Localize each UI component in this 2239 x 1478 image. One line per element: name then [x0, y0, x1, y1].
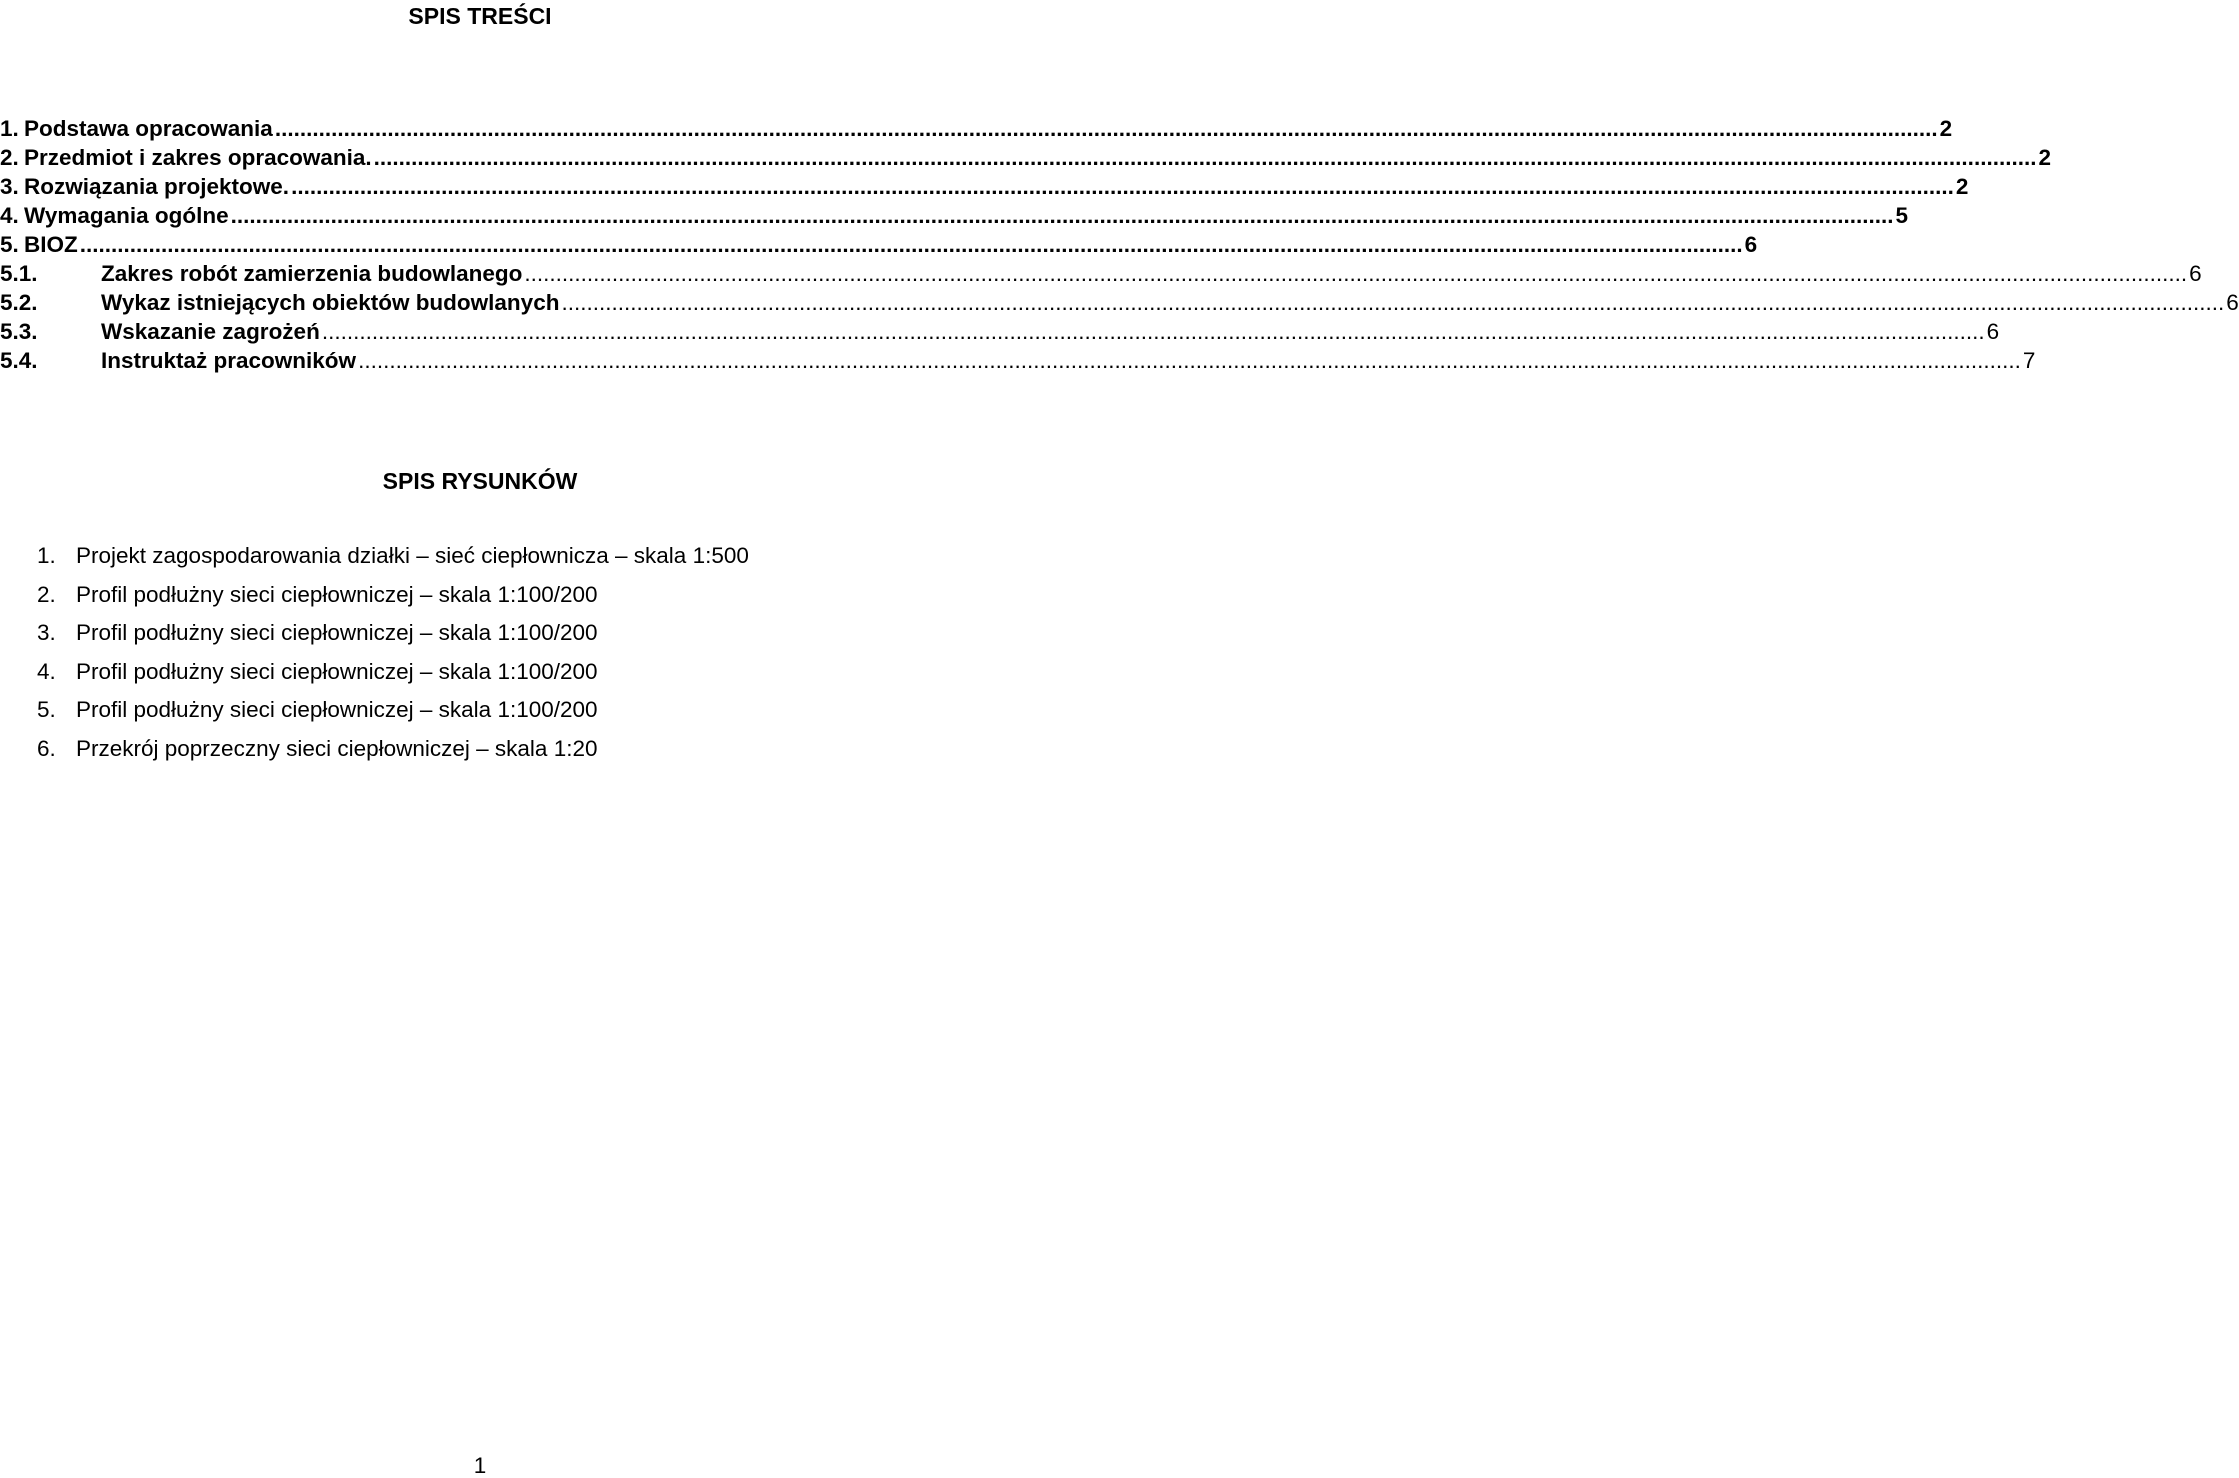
dot-leader: [231, 201, 1894, 230]
toc-subentry[interactable]: [0, 288, 2239, 317]
figure-item: [37, 657, 749, 696]
figure-number: 3.: [37, 620, 56, 645]
toc-entry-label: Instruktaż pracowników: [101, 348, 357, 373]
figure-item: [37, 541, 749, 580]
toc-entry-page: 6: [2226, 290, 2239, 315]
toc-entry-label: Podstawa opracowania: [24, 116, 273, 141]
toc-entry-label: BIOZ: [24, 232, 78, 257]
figure-item: [37, 618, 749, 657]
toc-entry-number: 5.4.: [0, 348, 38, 373]
figure-item: [37, 734, 749, 773]
dot-leader: [561, 288, 2224, 317]
toc-entry-number: 1.: [0, 116, 19, 141]
toc-entry-number: 5.3.: [0, 319, 38, 344]
toc-entry[interactable]: [0, 143, 2051, 172]
dot-leader: [358, 346, 2021, 375]
figure-number: 6.: [37, 735, 56, 761]
figures-heading: SPIS RYSUNKÓW: [382, 468, 578, 494]
figure-item: [37, 580, 749, 619]
toc-entry-number: 5.1.: [0, 261, 38, 286]
dot-leader: [291, 172, 1954, 201]
dot-leader: [275, 114, 1938, 143]
toc-entry-page: 6: [1986, 319, 2000, 344]
toc-entry-number: 4.: [0, 203, 19, 228]
toc-entry-page: 2: [2038, 145, 2051, 170]
figure-number: 1.: [37, 543, 56, 568]
toc-entry-number: 5.: [0, 232, 19, 257]
page-number: 1: [473, 1453, 487, 1478]
toc-entry-label: Wymagania ogólne: [24, 203, 229, 228]
dot-leader: [374, 143, 2037, 172]
toc-entry[interactable]: [0, 114, 1953, 143]
toc-subentry[interactable]: [0, 346, 2036, 375]
dot-leader: [524, 259, 2187, 288]
toc-entry-page: 6: [1744, 232, 1758, 257]
figure-item: [37, 695, 749, 734]
toc-entry-number: 3.: [0, 174, 19, 199]
figure-description: Projekt zagospodarowania działki – sieć ciepłownicza – skala 1:500: [76, 543, 749, 568]
toc-entry[interactable]: [0, 201, 1908, 230]
toc-subentry[interactable]: [0, 317, 2000, 346]
toc-entry-label: Wskazanie zagrożeń: [101, 319, 320, 344]
toc-entry[interactable]: [0, 230, 1758, 259]
figure-description: Profil podłużny sieci ciepłowniczej – skala 1:100/200: [76, 697, 598, 722]
toc-entry[interactable]: [0, 172, 1969, 201]
toc-entry-page: 5: [1895, 203, 1908, 228]
table-of-contents: [0, 114, 2239, 375]
figure-number: 5.: [37, 697, 56, 722]
toc-entry-label: Wykaz istniejących obiektów budowlanych: [101, 290, 560, 315]
toc-entry-page: 2: [1955, 174, 1969, 199]
figure-description: Profil podłużny sieci ciepłowniczej – skala 1:100/200: [76, 620, 598, 645]
figure-number: 4.: [37, 658, 56, 684]
toc-entry-page: 6: [2189, 261, 2202, 286]
dot-leader: [322, 317, 1985, 346]
toc-heading: SPIS TREŚCI: [408, 3, 552, 29]
figure-description: Przekrój poprzeczny sieci ciepłowniczej – skala 1:20: [76, 735, 598, 761]
list-of-figures: [37, 541, 749, 772]
toc-subentry[interactable]: [0, 259, 2202, 288]
figure-description: Profil podłużny sieci ciepłowniczej – skala 1:100/200: [76, 658, 598, 684]
toc-entry-number: 5.2.: [0, 290, 38, 315]
toc-entry-page: 2: [1939, 116, 1953, 141]
figure-description: Profil podłużny sieci ciepłowniczej – skala 1:100/200: [76, 581, 598, 607]
toc-entry-label: Przedmiot i zakres opracowania.: [24, 145, 372, 170]
figure-number: 2.: [37, 581, 56, 607]
toc-entry-label: Rozwiązania projektowe.: [24, 174, 290, 199]
toc-entry-label: Zakres robót zamierzenia budowlanego: [101, 261, 523, 286]
dot-leader: [80, 230, 1743, 259]
toc-entry-number: 2.: [0, 145, 19, 170]
toc-entry-page: 7: [2022, 348, 2036, 373]
